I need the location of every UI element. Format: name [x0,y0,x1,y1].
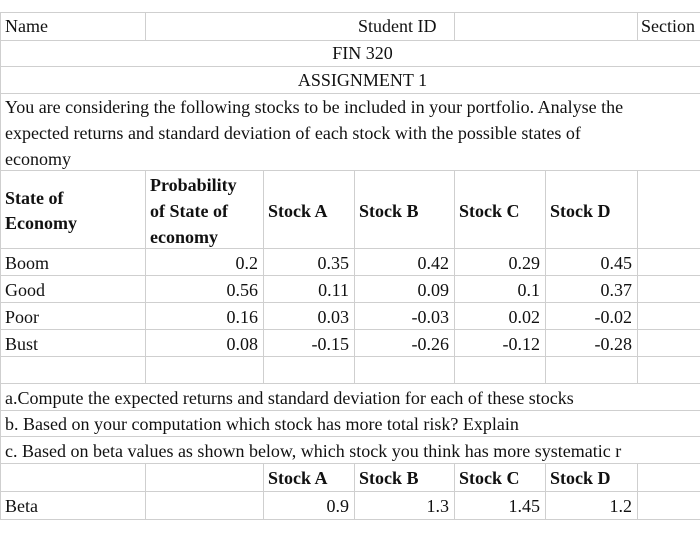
stock-b-cell: -0.03 [411,307,449,327]
course-title: FIN 320 [332,43,393,63]
beta-stock-b: 1.3 [426,496,449,516]
col-stock-b-header: Stock B [359,201,419,221]
prob-cell: 0.08 [226,334,258,354]
prob-cell: 0.56 [226,280,258,300]
state-cell: Poor [5,307,40,327]
stock-c-cell: -0.12 [502,334,540,354]
state-cell: Good [5,280,45,300]
beta-header-stock-a: Stock A [268,468,328,488]
name-label: Name [5,16,48,36]
stock-d-cell: 0.37 [600,280,632,300]
beta-label: Beta [5,496,38,516]
section-label: Section [641,16,695,36]
stock-c-cell: 0.29 [508,253,540,273]
stock-d-cell: -0.02 [594,307,632,327]
beta-stock-c: 1.45 [508,496,540,516]
state-cell: Boom [5,253,50,273]
col-stock-c-header: Stock C [459,201,520,221]
stock-c-cell: 0.1 [517,280,540,300]
stock-c-cell: 0.02 [508,307,540,327]
prob-cell: 0.16 [226,307,258,327]
col-stock-a-header: Stock A [268,201,328,221]
stock-a-cell: -0.15 [311,334,349,354]
question-b: b. Based on your computation which stock has more total risk? Explain [5,414,519,434]
prob-cell: 0.2 [235,253,258,273]
col-stock-d-header: Stock D [550,201,611,221]
col-state-header-2: Economy [5,213,77,233]
student-id-label: Student ID [358,16,437,36]
col-prob-header-2: of State of [150,201,228,221]
stock-d-cell: -0.28 [594,334,632,354]
stock-b-cell: 0.09 [417,280,449,300]
assignment-title: ASSIGNMENT 1 [297,70,428,90]
beta-stock-d: 1.2 [609,496,632,516]
beta-header-stock-d: Stock D [550,468,611,488]
intro-line-3: economy [5,149,71,169]
question-a: a.Compute the expected returns and standard deviation for each of these stocks [5,388,574,408]
stock-b-cell: -0.26 [411,334,449,354]
stock-b-cell: 0.42 [417,253,449,273]
beta-header-stock-c: Stock C [459,468,520,488]
state-cell: Bust [5,334,39,354]
col-prob-header-1: Probability [150,175,237,195]
col-prob-header-3: economy [150,227,218,247]
stock-a-cell: 0.11 [318,280,349,300]
col-state-header-1: State of [5,188,64,208]
intro-line-1: You are considering the following stocks to be included in your portfolio. Analyse the [5,97,624,117]
question-c: c. Based on beta values as shown below, which stock you think has more systematic r [5,441,622,461]
stock-a-cell: 0.35 [317,253,349,273]
intro-line-2: expected returns and standard deviation of each stock with the possible states of [5,123,581,143]
beta-header-stock-b: Stock B [359,468,419,488]
stock-a-cell: 0.03 [317,307,349,327]
beta-stock-a: 0.9 [326,496,349,516]
stock-d-cell: 0.45 [600,253,632,273]
